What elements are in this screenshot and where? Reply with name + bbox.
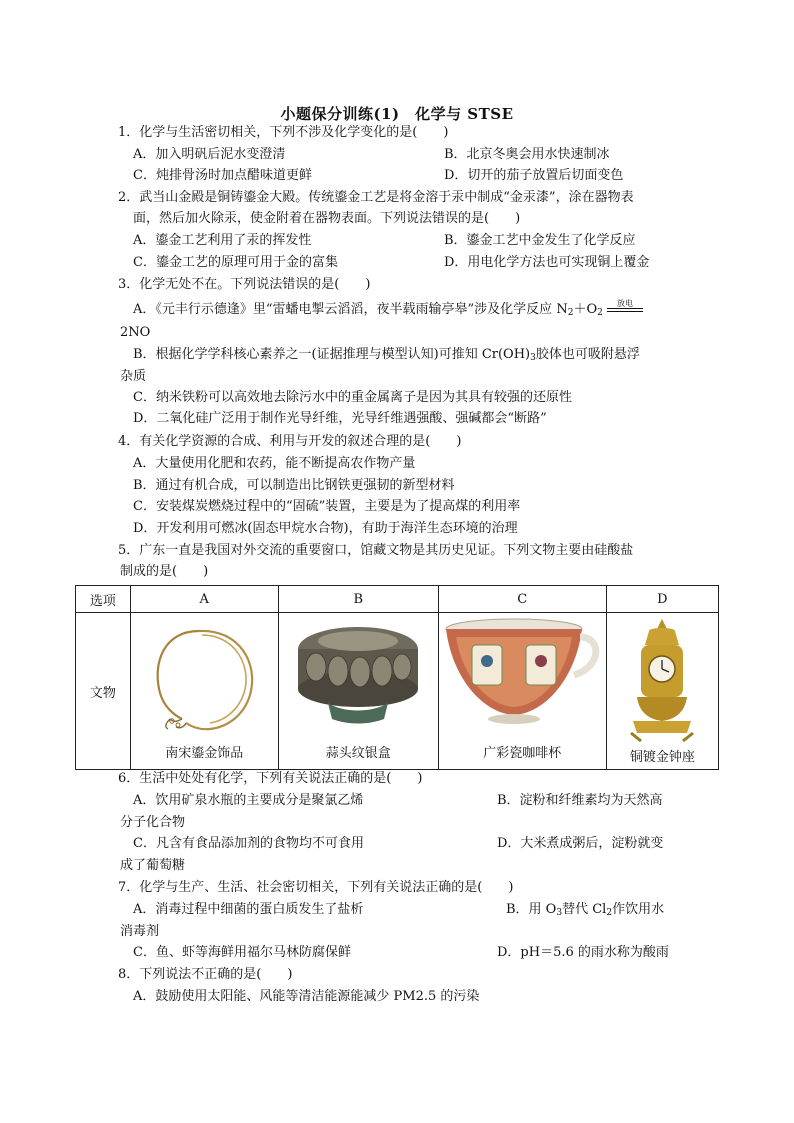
relic-caption-d: 铜镀金钟座 (629, 750, 695, 765)
relics-row-label: 文物 (76, 613, 131, 770)
relic-caption-b: 蒜头纹银盒 (325, 746, 391, 761)
question-2-option-b: B．鎏金工艺中金发生了化学反应 (444, 233, 636, 248)
question-8-stem: 8．下列说法不正确的是( ) (118, 967, 293, 982)
porcelain-cup-image (442, 617, 602, 727)
question-2-option-c: C．鎏金工艺的原理可用于金的富集 (133, 255, 338, 270)
relics-table-body-row (76, 613, 719, 770)
question-1-option-d: D．切开的茄子放置后切面变色 (444, 168, 624, 183)
question-7-option-b-cont: 消毒剂 (120, 924, 160, 939)
question-3-option-a-text: A．《元丰行示德逢》里“雷蟠电掣云滔滔，夜半载雨输亭皋”涉及化学反应 N (133, 302, 568, 317)
subscript-3: 3 (556, 908, 563, 918)
relic-cell-c (438, 613, 606, 770)
question-4-stem: 4．有关化学资源的合成、利用与开发的叙述合理的是( ) (118, 434, 462, 449)
question-3-option-a-product: 2NO (120, 325, 151, 340)
question-3-option-d: D．二氧化硅广泛用于制作光导纤维，光导纤维遇强酸、强碱都会“断路” (133, 411, 547, 426)
question-7-option-b-mid: 替代 Cl (562, 902, 607, 917)
relic-cell-b (278, 613, 438, 770)
question-6-option-d-cont: 成了葡萄糖 (120, 858, 186, 873)
relic-caption-c: 广彩瓷咖啡杯 (483, 746, 562, 761)
question-7-option-a: A．消毒过程中细菌的蛋白质发生了盐析 (133, 902, 364, 917)
relics-table-header-row (76, 586, 719, 613)
question-7-option-b-post: 作饮用水 (612, 902, 665, 917)
question-7-option-c: C．鱼、虾等海鲜用福尔马林防腐保鲜 (133, 945, 351, 960)
gilt-clock-image (627, 615, 697, 745)
reaction-arrow (607, 301, 643, 315)
question-1-option-c: C．炖排骨汤时加点醋味道更鲜 (133, 168, 312, 183)
page-title: 小题保分训练(1) 化学与 STSE (280, 105, 514, 123)
question-3-option-b-text-end: 胶体也可吸附悬浮 (535, 347, 640, 362)
relic-caption-a: 南宋鎏金饰品 (165, 746, 244, 761)
question-7-stem: 7．化学与生产、生活、社会密切相关，下列有关说法正确的是( ) (118, 880, 514, 895)
silver-box-image (288, 619, 428, 729)
question-3-option-c: C．纳米铁粉可以高效地去除污水中的重金属离子是因为其具有较强的还原性 (133, 390, 572, 405)
question-3-option-b-text: B．根据化学学科核心素养之一(证据推理与模型认知)可推知 Cr(OH) (133, 347, 531, 362)
question-6-option-a: A．饮用矿泉水瓶的主要成分是聚氯乙烯 (133, 793, 364, 808)
question-7-option-b-text: B．用 O (506, 902, 557, 917)
question-1-option-b: B．北京冬奥会用水快速制冰 (444, 147, 610, 162)
gilded-necklace-image (144, 623, 264, 738)
reaction-condition: 放电 (616, 299, 633, 308)
relics-col-a: A (130, 586, 278, 613)
question-2-option-a: A．鎏金工艺利用了汞的挥发性 (133, 233, 312, 248)
question-6-option-c: C．凡含有食品添加剂的食物均不可食用 (133, 836, 364, 851)
question-6-option-b-cont: 分子化合物 (120, 815, 186, 830)
subscript-2: 2 (606, 908, 613, 918)
plus-oxygen: ＋O (573, 302, 598, 317)
relics-header-label: 选项 (76, 586, 131, 613)
question-8-option-a: A．鼓励使用太阳能、风能等清洁能源能减少 PM2.5 的污染 (133, 989, 480, 1004)
question-2-stem-line-1: 2．武当山金殿是铜铸鎏金大殿。传统鎏金工艺是将金溶于汞中制成“金汞漆”，涂在器物表 (118, 190, 634, 205)
question-7-option-b (506, 901, 664, 919)
question-3-stem: 3．化学无处不在。下列说法错误的是( ) (118, 277, 371, 292)
question-2-stem-line-2: 面，然后加火除汞，使金附着在器物表面。下列说法错误的是( ) (133, 211, 521, 226)
subscript-2: 2 (567, 308, 574, 318)
question-1-stem: 1．化学与生活密切相关，下列不涉及化学变化的是( ) (118, 125, 449, 140)
question-5-stem-line-2: 制成的是( ) (120, 564, 209, 579)
subscript-3: 3 (530, 353, 536, 363)
question-3-option-b-cont: 杂质 (120, 369, 147, 384)
question-3-option-b (133, 346, 640, 364)
question-2-option-d: D．用电化学方法也可实现铜上覆金 (444, 255, 650, 270)
question-5-stem-line-1: 5．广东一直是我国对外交流的重要窗口，馆藏文物是其历史见证。下列文物主要由硅酸盐 (118, 543, 634, 558)
question-4-option-c: C．安装煤炭燃烧过程中的“固硫”装置，主要是为了提高煤的利用率 (133, 499, 521, 514)
relic-cell-a (130, 613, 278, 770)
subscript-2: 2 (597, 308, 603, 318)
question-6-option-d: D．大米煮成粥后，淀粉就变 (497, 836, 664, 851)
question-4-option-d: D．开发利用可燃冰(固态甲烷水合物)，有助于海洋生态环境的治理 (133, 521, 518, 536)
question-7-option-d: D．pH＝5.6 的雨水称为酸雨 (497, 945, 669, 960)
relics-table (75, 585, 719, 770)
relics-col-d: D (606, 586, 718, 613)
relics-col-c: C (438, 586, 606, 613)
question-4-option-a: A．大量使用化肥和农药，能不断提高农作物产量 (133, 456, 416, 471)
question-3-option-a (133, 301, 643, 319)
question-6-option-b: B．淀粉和纤维素均为天然高 (497, 793, 663, 808)
relics-col-b: B (278, 586, 438, 613)
question-6-stem: 6．生活中处处有化学，下列有关说法正确的是( ) (118, 771, 423, 786)
question-1-option-a: A．加入明矾后泥水变澄清 (133, 147, 286, 162)
question-4-option-b: B．通过有机合成，可以制造出比钢铁更强韧的新型材料 (133, 478, 455, 493)
relic-cell-d (606, 613, 718, 770)
